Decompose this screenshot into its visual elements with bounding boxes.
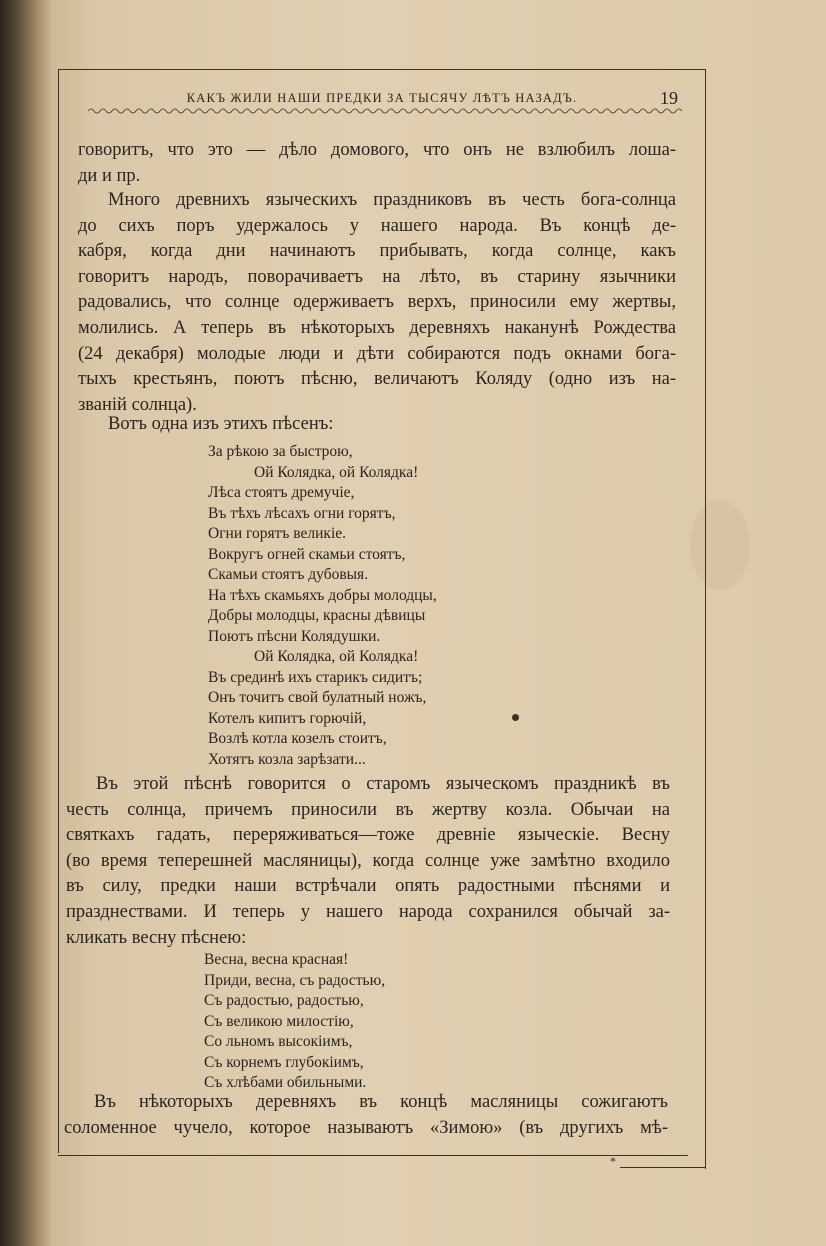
verse-line: Возлѣ котла козелъ стоитъ, (208, 730, 387, 747)
verse-line: Огни горятъ великіе. (208, 525, 347, 542)
page-number: 19 (660, 88, 678, 108)
text-line: до сихъ поръ удержалось у нашего народа. Въ концѣ де- (78, 215, 676, 236)
verse-line: Онъ точитъ свой булатный ножъ, (208, 689, 427, 706)
verse-line: На тѣхъ скамьяхъ добры молодцы, (208, 586, 437, 604)
text-line: Въ этой пѣснѣ говорится о старомъ языческомъ праздникѣ въ (96, 774, 670, 794)
text-line: кликать весну пѣснею: (66, 927, 247, 948)
verse-line: Весна, весна красная! (204, 951, 349, 968)
verse-line: Со льномъ высокіимъ, (204, 1033, 353, 1050)
text-line: празднествами. И теперь у нашего народа сохранился обычай за- (66, 901, 670, 922)
ink-spot (512, 714, 519, 721)
paragraph-1 (78, 138, 676, 189)
verse-line: Котелъ кипитъ горючій, (208, 709, 367, 727)
text-line: честь солнца, причемъ приносили въ жертву козла. Обычаи на (66, 799, 670, 820)
frame-bottom-rule-short (620, 1167, 706, 1168)
verse-line: Поютъ пѣсни Колядушки. (208, 627, 381, 645)
verse-line: Съ корнемъ глубокіимъ, (204, 1053, 364, 1071)
paragraph-5 (64, 1090, 668, 1141)
frame-top-rule (58, 69, 706, 70)
verse-line: За рѣкою за быстрою, (208, 443, 353, 460)
frame-right-rule (705, 69, 706, 1169)
text-line: соломенное чучело, которое называютъ «Зимою» (въ другихъ мѣ- (64, 1117, 668, 1138)
book-spine-shadow (0, 0, 52, 1246)
text-line: говоритъ, что это — дѣло домового, что онъ не взлюбилъ лоша- (78, 140, 676, 160)
text-line: тыхъ крестьянъ, поютъ пѣсню, величаютъ Коляду (одно изъ на- (78, 369, 676, 390)
paragraph-4 (66, 772, 670, 951)
verse-line: Приди, весна, съ радостью, (204, 971, 386, 989)
verse-line: Скамьи стоятъ дубовыя. (208, 566, 369, 583)
paragraph-3 (78, 412, 676, 438)
verse-refrain: Ой Колядка, ой Колядка! (254, 648, 419, 665)
text-line: Много древнихъ языческихъ праздниковъ въ честь бога-солнца (108, 190, 676, 210)
verse-line: Лѣса стоятъ дремучіе, (208, 484, 355, 501)
text-line: ди и пр. (78, 165, 141, 186)
text-line: Въ нѣкоторыхъ деревняхъ въ концѣ масляницы сожигаютъ (94, 1092, 668, 1112)
paper-stain (690, 500, 750, 590)
verse-line: Добры молодцы, красны дѣвицы (208, 607, 426, 624)
text-line: радовались, что солнце одерживаетъ верхъ, приносили ему жертвы, (78, 292, 676, 313)
song-kolyada (208, 442, 437, 770)
running-head: КАКЪ ЖИЛИ НАШИ ПРЕДКИ ЗА ТЫСЯЧУ ЛѢТЪ НАЗАДЪ. (186, 91, 578, 105)
song-spring (204, 950, 385, 1094)
verse-refrain: Ой Колядка, ой Колядка! (254, 463, 419, 481)
frame-left-rule (58, 69, 59, 1153)
text-line: святкахъ гадать, переряживаться—тоже древніе языческіе. Весну (66, 825, 670, 846)
text-line: кабря, когда дни начинаютъ прибывать, когда солнце, какъ (78, 241, 676, 262)
footer-mark: * (610, 1154, 616, 1168)
text-line: (во время теперешней масляницы), когда солнце уже замѣтно входило (66, 850, 670, 871)
paragraph-2 (78, 188, 676, 418)
text-line: молились. А теперь въ нѣкоторыхъ деревняхъ наканунѣ Рождества (78, 317, 676, 338)
verse-line: Съ великою милостію, (204, 1012, 354, 1030)
verse-line: Съ хлѣбами обильными. (204, 1074, 367, 1091)
wavy-head-rule (88, 105, 684, 117)
verse-line: Съ радостью, радостью, (204, 992, 364, 1009)
verse-line: Въ срединѣ ихъ старикъ сидитъ; (208, 668, 423, 686)
verse-line: Въ тѣхъ лѣсахъ огни горятъ, (208, 504, 396, 522)
frame-bottom-rule (58, 1155, 688, 1156)
verse-line: Хотятъ козла зарѣзати... (208, 750, 366, 768)
verse-line: Вокругъ огней скамьи стоятъ, (208, 545, 406, 563)
text-line: въ силу, предки наши встрѣчали опять радостными пѣснями и (66, 876, 670, 897)
text-line: (24 декабря) молодые люди и дѣти собираются подъ окнами бога- (78, 343, 676, 364)
text-line: Вотъ одна изъ этихъ пѣсенъ: (108, 414, 334, 434)
text-line: говоритъ народъ, поворачиваетъ на лѣто, въ старину язычники (78, 266, 676, 287)
text-line: званій солнца). (78, 394, 197, 415)
